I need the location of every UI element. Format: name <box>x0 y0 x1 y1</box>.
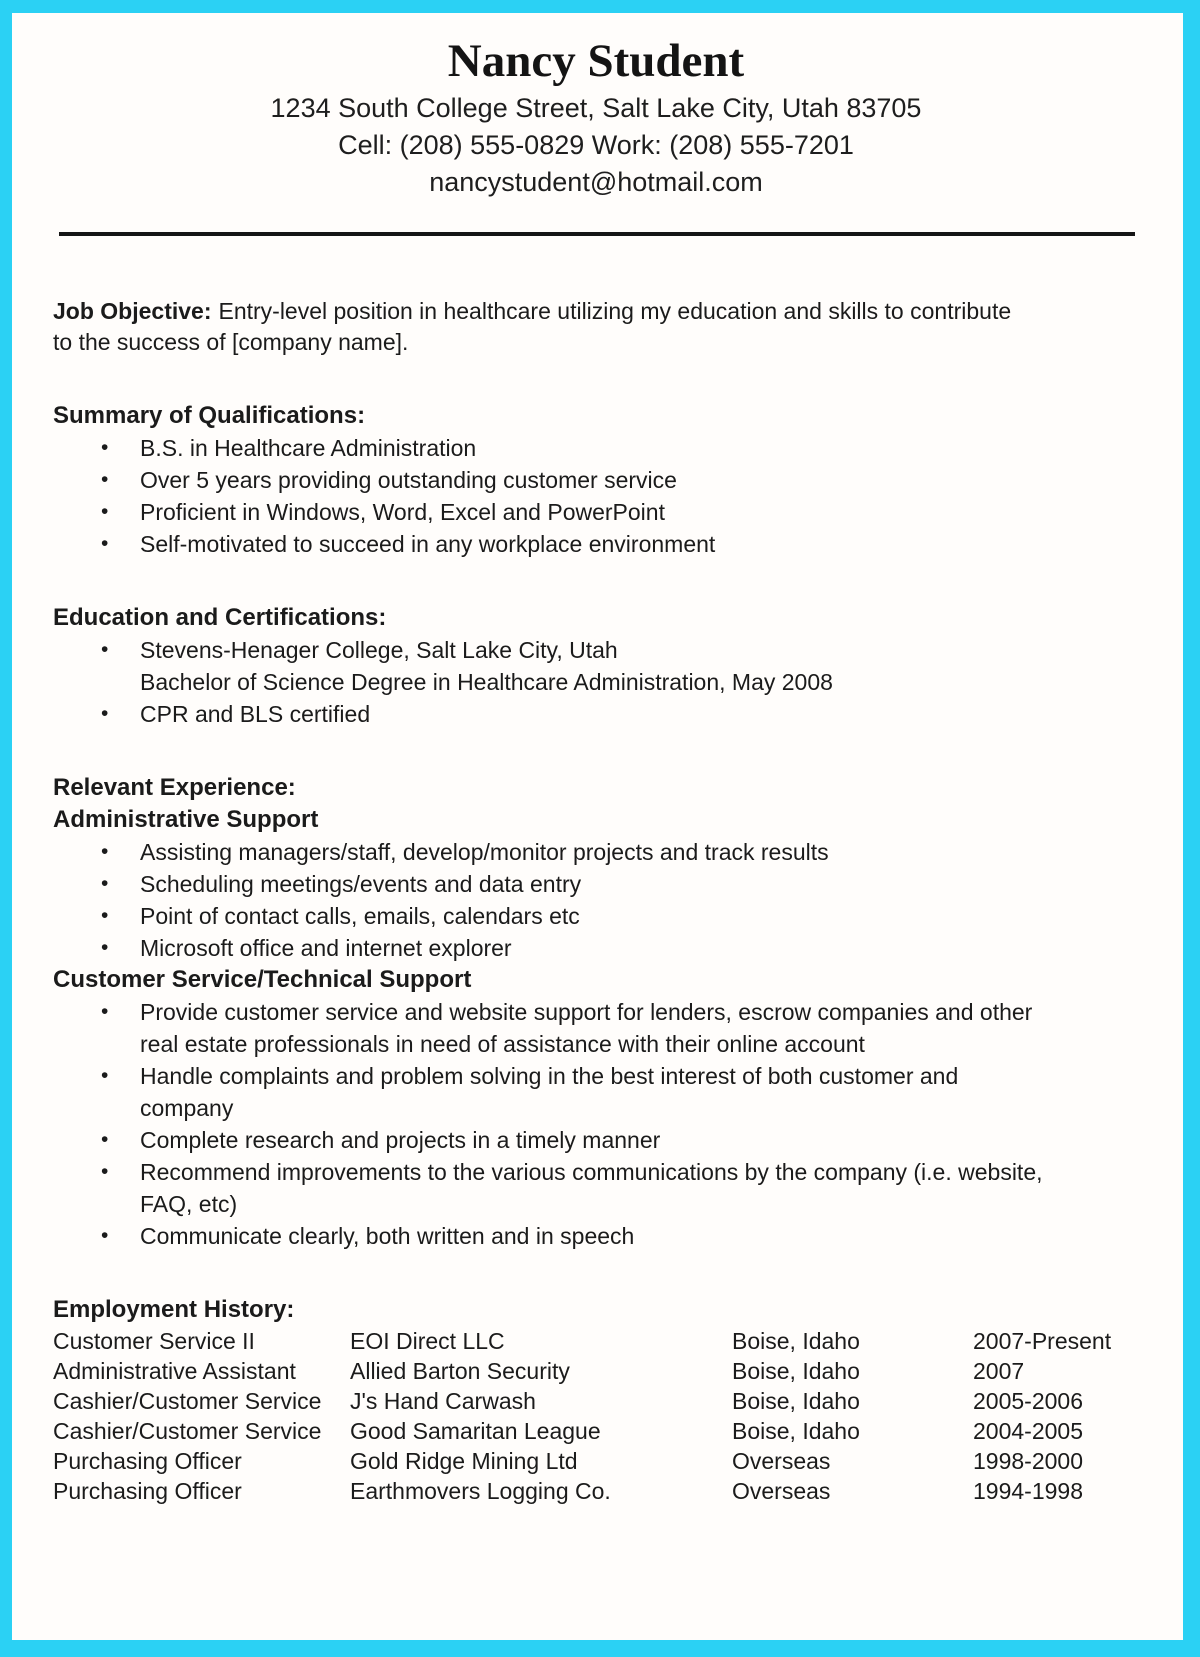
resume-header <box>53 35 1139 198</box>
employment-title: Purchasing Officer <box>53 1448 242 1474</box>
list-item: • B.S. in Healthcare Administration <box>101 432 1139 464</box>
summary-list <box>53 432 1139 560</box>
employment-years: 2005-2006 <box>973 1388 1083 1414</box>
candidate-name: Nancy Student <box>447 35 745 87</box>
employment-table <box>53 1326 1139 1506</box>
list-item: • Communicate clearly, both written and in speech <box>101 1220 1139 1252</box>
employment-location: Overseas <box>732 1448 831 1474</box>
list-item: • Scheduling meetings/events and data entry <box>101 868 1139 900</box>
employment-title: Purchasing Officer <box>53 1478 242 1504</box>
header-divider <box>59 232 1135 236</box>
list-item: • Proficient in Windows, Word, Excel and PowerPoint <box>101 496 1139 528</box>
bullet-icon: • <box>101 904 109 927</box>
employment-company: J's Hand Carwash <box>350 1388 536 1414</box>
bullet-icon: • <box>101 702 109 725</box>
employment-location: Overseas <box>732 1478 831 1504</box>
job-objective <box>53 296 1139 358</box>
bullet-icon: • <box>101 1224 109 1247</box>
employment-title: Administrative Assistant <box>53 1358 296 1384</box>
employment-location: Boise, Idaho <box>732 1418 860 1444</box>
list-item: • CPR and BLS certified <box>101 698 1139 730</box>
list-item: • Self-motivated to succeed in any workplace environment <box>101 528 1139 560</box>
resume-content <box>12 13 1183 1640</box>
list-item: • Microsoft office and internet explorer <box>101 932 1139 964</box>
employment-years: 2007-Present <box>973 1328 1112 1354</box>
phone-line: Cell: (208) 555-0829 Work: (208) 555-7201 <box>338 130 854 160</box>
bullet-icon: • <box>101 468 109 491</box>
job-objective-label: Job Objective: <box>53 298 212 324</box>
bullet-icon: • <box>101 638 109 661</box>
address-line: 1234 South College Street, Salt Lake City, Utah 83705 <box>270 93 922 123</box>
employment-years: 1998-2000 <box>973 1448 1083 1474</box>
administrative-support-list <box>53 836 1139 964</box>
employment-years: 2007 <box>973 1358 1025 1384</box>
employment-company: Allied Barton Security <box>350 1358 570 1384</box>
bullet-icon: • <box>101 1128 109 1151</box>
list-item: • Assisting managers/staff, develop/monitor projects and track results <box>101 836 1139 868</box>
employment-company: Gold Ridge Mining Ltd <box>350 1448 578 1474</box>
education-list <box>53 634 1139 730</box>
employment-title: Cashier/Customer Service <box>53 1418 322 1444</box>
list-item: • Over 5 years providing outstanding customer service <box>101 464 1139 496</box>
employment-location: Boise, Idaho <box>732 1328 860 1354</box>
email-line: nancystudent@hotmail.com <box>429 167 763 197</box>
list-item: • Stevens-Henager College, Salt Lake City, Utah Bachelor of Science Degree in Healthcare Administration, May 2008 <box>101 634 1139 698</box>
bullet-icon: • <box>101 500 109 523</box>
list-item: • Recommend improvements to the various communications by the company (i.e. website, FAQ, etc) <box>101 1156 1139 1220</box>
employment-title: Customer Service II <box>53 1328 255 1354</box>
experience-subheading-customer-service: Customer Service/Technical Support <box>53 966 472 993</box>
employment-location: Boise, Idaho <box>732 1388 860 1414</box>
summary-heading: Summary of Qualifications: <box>53 402 366 429</box>
job-objective-text: Entry-level position in healthcare utilizing my education and skills to contribute <box>218 298 1012 324</box>
customer-service-list <box>53 996 1139 1252</box>
list-item: • Provide customer service and website support for lenders, escrow companies and other real estate professionals in need of assistance with their online account <box>101 996 1139 1060</box>
employment-company: Earthmovers Logging Co. <box>350 1478 611 1504</box>
employment-heading: Employment History: <box>53 1296 295 1323</box>
job-objective-text-2: to the success of [company name]. <box>53 329 409 355</box>
bullet-icon: • <box>101 1064 109 1087</box>
bullet-icon: • <box>101 1160 109 1183</box>
employment-title: Cashier/Customer Service <box>53 1388 322 1414</box>
employment-years: 2004-2005 <box>973 1418 1083 1444</box>
bullet-icon: • <box>101 872 109 895</box>
bullet-icon: • <box>101 1000 109 1023</box>
employment-company: Good Samaritan League <box>350 1418 601 1444</box>
bullet-icon: • <box>101 532 109 555</box>
education-heading: Education and Certifications: <box>53 604 387 631</box>
experience-subheading-administrative-support: Administrative Support <box>53 806 319 833</box>
employment-years: 1994-1998 <box>973 1478 1083 1504</box>
bullet-icon: • <box>101 936 109 959</box>
employment-company: EOI Direct LLC <box>350 1328 505 1354</box>
bullet-icon: • <box>101 436 109 459</box>
bullet-icon: • <box>101 840 109 863</box>
list-item: • Complete research and projects in a timely manner <box>101 1124 1139 1156</box>
experience-heading: Relevant Experience: <box>53 774 296 801</box>
list-item: • Point of contact calls, emails, calendars etc <box>101 900 1139 932</box>
list-item: • Handle complaints and problem solving in the best interest of both customer and company <box>101 1060 1139 1124</box>
employment-location: Boise, Idaho <box>732 1358 860 1384</box>
